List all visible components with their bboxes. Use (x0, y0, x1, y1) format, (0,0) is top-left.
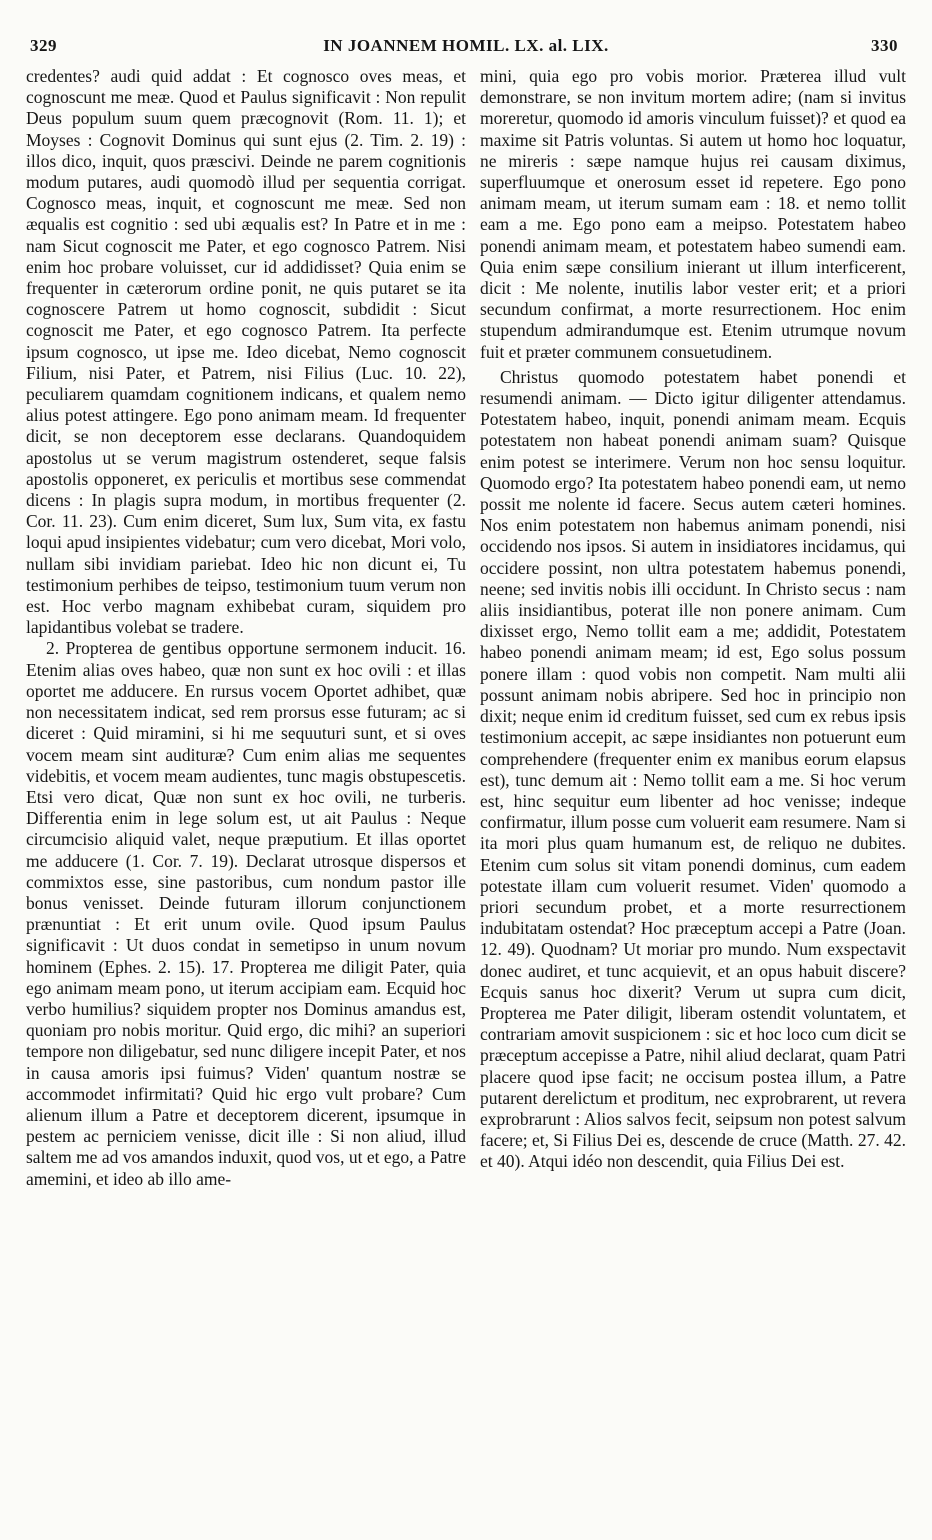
right-paragraph-2: Christus quomodo potestatem habet ponendi et resumendi animam. — Dicto igitur diligenter attendamus. Potestatem habeo, inquit, ponendi animam meam. Ecquis potestatem non habeat ponendi animam suam? Quisque enim potest se interimere. Verum non hoc sensu loquitur. Quomodo ergo? Ita potestatem habeo ponendi eam, ut nemo possit me nolente id facere. Secus autem cæteri homines. Nos enim potestatem non habemus animam ponendi, nisi occidendo nos ipsos. Si autem in insidiatores incidamus, qui occidere possint, non ultra potestatem habemus ponendi, neene; sed invitis nobis illi occidunt. In Christo secus : nam aliis insidiantibus, poterat ille non ponere animam. Cum dixisset ergo, Nemo tollit eam a me; addidit, Potestatem habeo ponendi animam meam; id est, Ego solus possum ponere illam : quod vobis non competit. Nam multi alii possunt animam nobis abripere. Sed hoc in principio non dixit; neque enim id creditum fuisset, sed cum ex rebus ipsis testimonium accepit, ac sæpe insidiantes non potuerunt eum comprehendere (frequenter enim ex manibus eorum elapsus est), tunc demum ait : Nemo tollit eam a me. Si hoc verum est, hinc sequitur eum libenter ad hoc venisse; indeque confirmatur, illum posse cum voluerit eam resumere. Nam si ita mori plus quam humanum est, de reliquo ne dubites. Etenim cum solus sit vitam ponendi dominus, cum eadem potestate illam cum voluerit resumet. Viden' quomodo a priori secundum probet, et a morte resurrectionem indubitatam ostendat? Hoc præceptum accepi a Patre (Joan. 12. 49). Quodnam? Ut moriar pro mundo. Num exspectavit donec audiret, et tunc acquievit, et an opus habuit discere? Ecquis sanus hoc dixerit? Verum ut supra cum dicit, Propterea me Pater diligit, liberam ostendit voluntatem, et contrariam amovit suspicionem : sic et hoc loco cum dicit se præceptum accepisse a Patre, nihil aliud declarat, quam Patri placere quod ipse facit; ne occisum postea illum, a Patre putarent derelictum et proditum, nec exprobrarent, ut revera exprobrarunt : Alios salvos fecit, seipsum non potest salvum facere; et, Si Filius Dei es, descende de cruce (Matth. 27. 42. et 40). Atqui idéo non descendit, quia Filius Dei est. (480, 366, 906, 1172)
left-paragraph-2: 2. Propterea de gentibus opportune sermonem inducit. 16. Etenim alias oves habeo, quæ non sunt ex hoc ovili : et illas oportet me adducere. En rursus vocem Oportet adhibet, quæ non necessitatem indicat, sed rem prorsus esse futuram; ac si diceret : Quid miramini, si hi me sequuturi sunt, et si oves vocem meam sint audituræ? Cum enim alias me sequentes videbitis, et vocem meam audientes, tunc magis obstupescetis. Etsi vero dicat, Quæ non sunt ex hoc ovili, ne turberis. Differentia enim in lege solum est, ut ait Paulus : Neque circumcisio aliquid valet, neque præputium. Et illas oportet me adducere (1. Cor. 7. 19). Declarat utrosque dispersos et commixtos esse, sine pastoribus, cum nondum pastor ille bonus venisset. Deinde futuram illorum conjunctionem prænuntiat : Et erit unum ovile. Quod ipsum Paulus significavit : Ut duos condat in semetipso in unum novum hominem (Ephes. 2. 15). 17. Propterea me diligit Pater, quia ego animam meam pono, ut iterum accipiam eam. Ecquid hoc verbo humilius? siquidem propter nos Dominus amandus est, quoniam pro nobis moritur. Quid ergo, dic mihi? an superiori tempore non diligebatur, sed nunc diligere incepit Pater, et nos in causa amoris ipsi fuimus? Viden' quantum nostræ se accommodet infirmitati? Quid hic ergo vult probare? Cum alienum illum a Patre et deceptorem dicerent, ipsumque in pestem ac perniciem venisse, dicit ille : Si non aliud, illud saltem me ad vos amandos induxit, quod vos, ut et ego, a Patre amemini, et ideo ab illo ame- (26, 638, 466, 1189)
left-column (26, 66, 466, 1506)
running-header (22, 36, 910, 60)
page-number-left: 329 (30, 36, 57, 55)
page-number-right: 330 (871, 36, 898, 55)
running-title: IN JOANNEM HOMIL. LX. al. LIX. (323, 36, 609, 55)
right-column (480, 66, 906, 1506)
left-paragraph-1: credentes? audi quid addat : Et cognosco oves meas, et cognoscunt me meæ. Quod et Paulus significavit : Non repulit Deus populum suum quem præcognovit (Rom. 11. 1); et Moyses : Cognovit Dominus qui sunt ejus (2. Tim. 2. 19) : illos dico, inquit, quos præscivi. Deinde ne parem cognitionis modum putares, audi quomodò illud per sequentia corrigat. Cognosco meas, inquit, et cognoscunt me meæ. Sed non æqualis est cognitio : sed ubi æqualis est? In Patre et in me : nam Sicut cognoscit me Pater, et ego cognosco Patrem. Nisi enim hoc probare voluisset, cur id addidisset? Quia enim se frequenter in cæterorum ordine ponit, ne quis putaret se ita cognoscere Patrem ut homo cognoscit, subdidit : Sicut cognoscit me Pater, et ego cognosco Patrem. Ita perfecte ipsum cognosco, ut ipse me. Ideo dicebat, Nemo cognoscit Filium, nisi Pater, et Patrem, nisi Filius (Luc. 10. 22), peculiarem quamdam cognitionem indicans, et qualem nemo alius potest attingere. Ego pono animam meam. Id frequenter dicit, se non deceptorem esse declarans. Quandoquidem apostolus ut se verum magistrum ostenderet, seque falsis apostolis opponeret, ex periculis et mortibus sese commendat dicens : In plagis supra modum, in mortibus frequenter (2. Cor. 11. 23). Cum enim diceret, Sum lux, Sum vita, ex fastu loqui apud insipientes videbatur; cum vero dicebat, Mori volo, nullam sibi invidiam pariebat. Ideo hic non dicunt ei, Tu testimonium perhibes de teipso, testimonium tuum verum non est. Hoc verbo magnam exhibebat curam, siquidem pro lapidantibus volebat se tradere. (26, 66, 466, 638)
right-paragraph-1: mini, quia ego pro vobis morior. Præterea illud vult demonstrare, se non invitum mortem adire; (nam si invitus moreretur, quomodo id amoris vinculum fuisset)? et quod ea maxime sit Patris voluntas. Si autem ut homo hoc loquatur, ne mireris : sæpe namque hujus rei causam diximus, superfluumque et onerosum esset id repetere. Ego pono animam meam, ut iterum sumam eam : 18. et nemo tollit eam a me. Ego pono eam a meipso. Potestatem habeo ponendi animam meam, et potestatem habeo sumendi eam. Quia enim sæpe consilium inierant ut illum interficerent, dicit : Me nolente, inutilis labor vester erit; et a priori secundum confirmat, a morte resurrectionem. Hoc enim stupendum admirandumque est. Etenim utrumque novum fuit et præter communem consuetudinem. (480, 66, 906, 362)
